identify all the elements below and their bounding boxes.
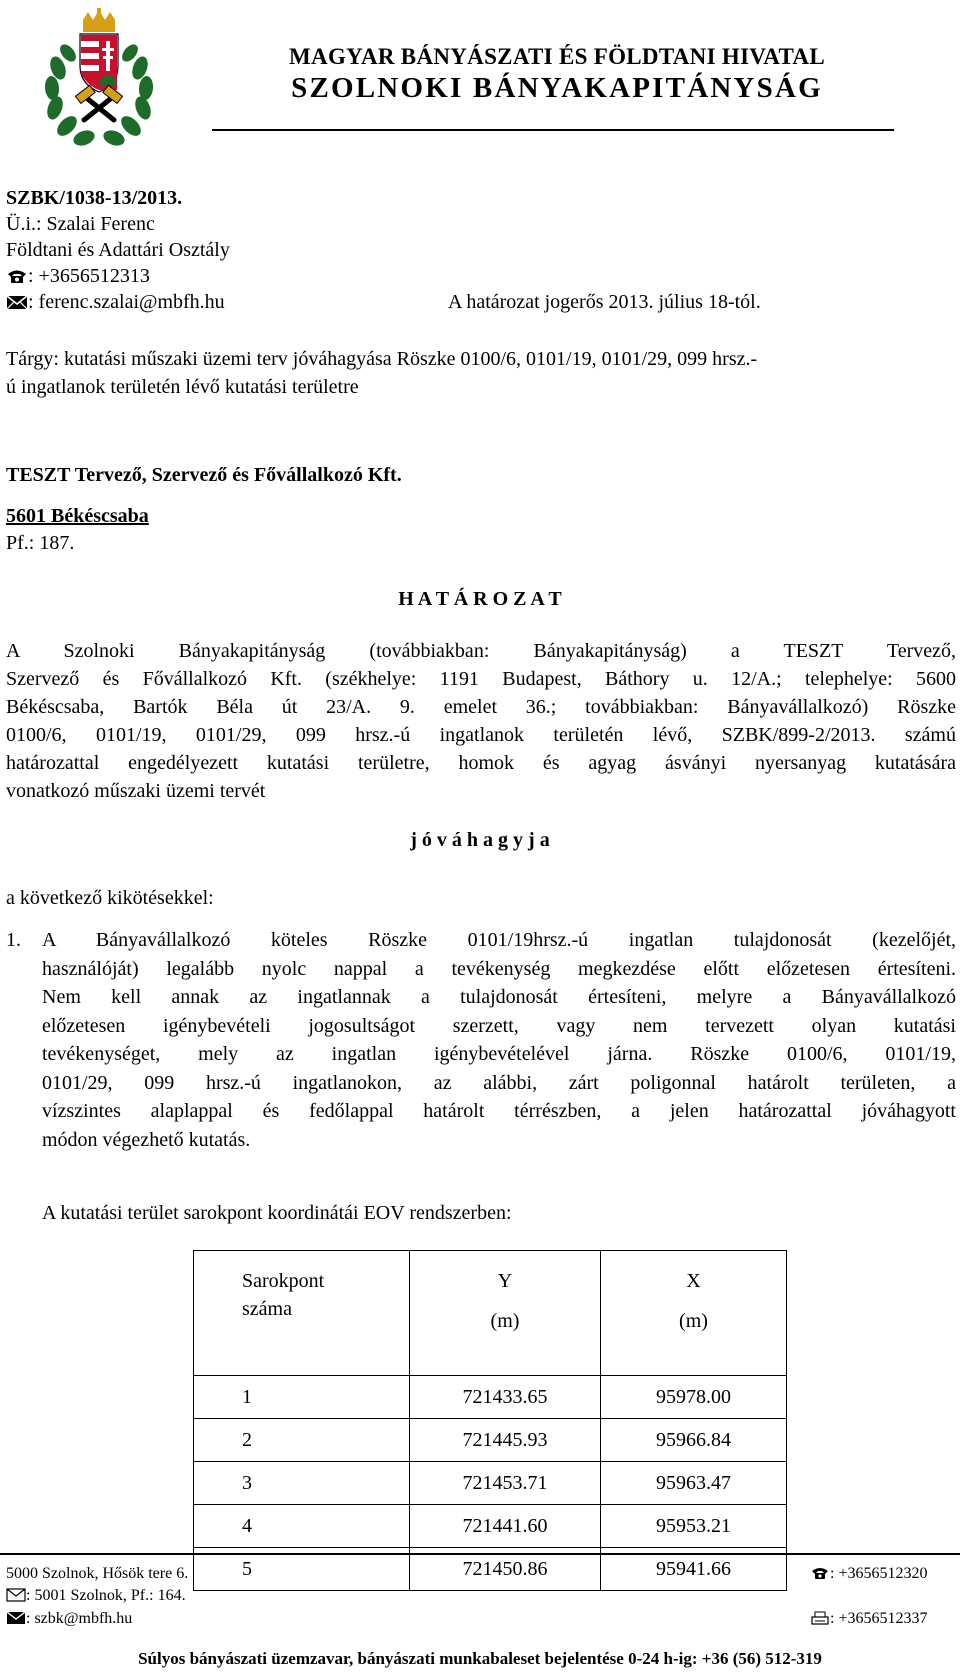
decision-line: határozattal engedélyezett kutatási területre, homok és agyag ásványi nyersanyag kutatására [6,752,956,774]
subject-line-2: ú ingatlanok területén lévő kutatási területre [6,376,359,398]
point-y: 721450.86 [410,1548,601,1591]
col-header-point [194,1251,410,1376]
footer-email-line [6,1608,132,1630]
col-header-point-line2: száma [242,1298,292,1320]
footer-phone: : +3656512320 [830,1565,928,1582]
addressee-city: 5601 Békéscsaba [6,505,149,527]
condition-line: 0101/29, 099 hrsz.-ú ingatlanokon, az alábbi, zárt poligonnal határolt területen, a [42,1071,956,1094]
decision-line: Békéscsaba, Bartók Béla út 23/A. 9. emelet 36.; továbbiakban: Bányavállalkozó) Röszke [6,696,956,718]
decision-body [6,637,956,805]
point-x: 95978.00 [601,1376,787,1419]
point-x: 95966.84 [601,1419,787,1462]
decision-line: A Szolnoki Bányakapitányság (továbbiakban: Bányakapitányság) a TESZT Tervező, [6,640,956,662]
footer-email[interactable]: : szbk@mbfh.hu [26,1610,133,1627]
condition-1-body [42,926,956,1154]
clerk-name: Ü.i.: Szalai Ferenc [6,213,155,235]
point-y: 721445.93 [410,1419,601,1462]
footer-address: 5000 Szolnok, Hősök tere 6. [6,1565,189,1582]
point-number: 3 [194,1462,410,1505]
decision-title: H A T Á R O Z A T [398,588,562,610]
email-icon [6,1610,26,1624]
condition-line: módon végezhető kutatás. [42,1128,251,1151]
table-row [194,1462,787,1505]
envelope-icon [6,1587,26,1601]
point-y: 721433.65 [410,1376,601,1419]
col-header-y-line2: (m) [490,1310,520,1332]
footer-fax-line [810,1608,927,1630]
point-x: 95963.47 [601,1462,787,1505]
coordinates-table [193,1250,787,1591]
decision-line: vonatkozó műszaki üzemi tervét [6,780,266,802]
email-icon [6,291,28,307]
condition-line: Nem kell annak az ingatlannak a tulajdonosát értesíteni, melyre a Bányavállalkozó [42,986,956,1008]
phone-line [6,263,150,289]
col-header-point-line1: Sarokpont [242,1270,325,1292]
condition-line: vízszintes alaplappal és fedőlappal határolt térrészben, a jelen határozattal jóváhagyott [42,1100,956,1122]
coords-intro: A kutatási terület sarokpont koordinátái EOV rendszerben: [42,1202,512,1224]
point-y: 721441.60 [410,1505,601,1548]
decision-line: 0100/6, 0101/19, 0101/29, 099 hrsz.-ú ingatlanok területén lévő, SZBK/899-2/2013. számú [6,724,956,746]
col-header-x-line2: (m) [679,1310,708,1332]
subject-line-1: Tárgy: kutatási műszaki üzemi terv jóváhagyása Röszke 0100/6, 0101/19, 0101/29, 099 hrsz.- [6,348,758,370]
condition-line: tevékenységet, mely az ingatlan igénybevételével járna. Röszke 0100/6, 0101/19, [42,1043,956,1065]
point-x: 95941.66 [601,1548,787,1591]
condition-number: 1. [6,929,21,951]
emergency-notice: Súlyos bányászati üzemzavar, bányászati munkabaleset bejelentése 0-24 h-ig: +36 (56) 512-319 [138,1649,822,1668]
footer-fax: : +3656512337 [830,1610,928,1627]
table-row [194,1419,787,1462]
point-number: 1 [194,1376,410,1419]
header-divider [212,129,894,131]
agency-header [212,44,902,105]
telephone-icon [6,265,28,281]
footer-pobox-line [6,1585,186,1607]
coat-of-arms-logo [40,8,158,153]
point-y: 721453.71 [410,1462,601,1505]
department: Földtani és Adattári Osztály [6,239,230,261]
telephone-icon [810,1565,830,1579]
point-number: 4 [194,1505,410,1548]
col-header-y-line1: Y [497,1270,513,1292]
point-x: 95953.21 [601,1505,787,1548]
phone-number: : +3656512313 [28,265,150,287]
conditions-intro: a következő kikötésekkel: [6,887,214,909]
footer-phone-line [810,1563,927,1585]
email-address[interactable]: : ferenc.szalai@mbfh.hu [28,291,225,313]
addressee-company: TESZT Tervező, Szervező és Fővállalkozó Kft. [6,464,402,486]
col-header-x [601,1251,787,1376]
condition-line: előzetesen igénybevételi jogosultságot szerzett, vagy nem tervezett olyan kutatási [42,1014,956,1037]
addressee-pobox: Pf.: 187. [6,532,75,554]
approves-verb: j ó v á h a g y j a [410,829,550,851]
condition-line: A Bányavállalkozó köteles Röszke 0101/19hrsz.-ú ingatlan tulajdonosát (kezelőjét, [42,929,956,951]
col-header-x-line1: X [686,1270,701,1292]
footer-pobox: : 5001 Szolnok, Pf.: 164. [26,1587,186,1604]
condition-line: használóját) legalább nyolc nappal a tevékenység megkezdése előtt előzetesen értesíteni. [42,957,956,980]
footer-divider [0,1553,960,1555]
point-number: 2 [194,1419,410,1462]
agency-name: MAGYAR BÁNYÁSZATI ÉS FÖLDTANI HIVATAL [289,44,825,69]
table-header-row [194,1251,787,1376]
table-row [194,1505,787,1548]
table-row [194,1376,787,1419]
fax-icon [810,1610,830,1624]
case-number: SZBK/1038-13/2013. [6,187,183,209]
decision-line: Szervező és Fővállalkozó Kft. (székhelye: 1191 Budapest, Báthory u. 12/A.; telephelye: 5600 [6,668,956,690]
email-line [6,289,225,315]
col-header-y [410,1251,601,1376]
effective-note: A határozat jogerős 2013. július 18-tól. [448,291,761,313]
office-name: SZOLNOKI BÁNYAKAPITÁNYSÁG [291,72,823,104]
point-number: 5 [194,1548,410,1591]
